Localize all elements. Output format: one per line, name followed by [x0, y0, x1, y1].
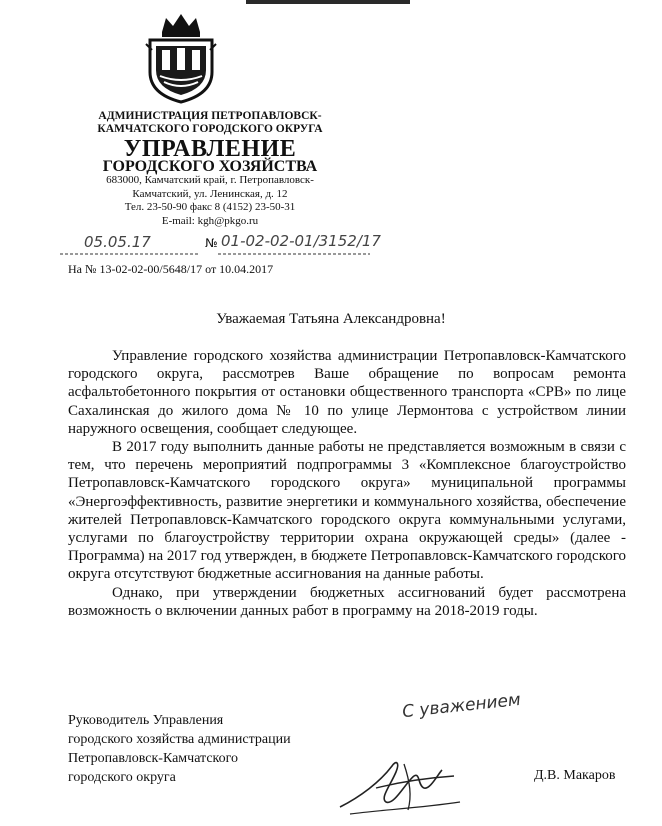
position-line-4: городского округа	[68, 770, 176, 785]
phone-fax-line: Тел. 23-50-90 факс 8 (4152) 23-50-31	[124, 201, 296, 213]
admin-line-2: КАМЧАТСКОГО ГОРОДСКОГО ОКРУГА	[97, 123, 323, 135]
signer-position	[68, 711, 291, 787]
outgoing-date: 05.05.17	[84, 233, 151, 251]
position-line-1: Руководитель Управления	[68, 713, 224, 728]
admin-line-1: АДМИНИСТРАЦИЯ ПЕТРОПАВЛОВСК-	[98, 110, 322, 122]
city-coat-of-arms-icon	[142, 10, 220, 106]
position-line-2: городского хозяйства администрации	[68, 732, 291, 747]
email-line: E-mail: kgh@pkgo.ru	[161, 214, 259, 227]
address-line-1: 683000, Камчатский край, г. Петропавловск-	[106, 174, 314, 186]
handwritten-signature	[330, 752, 470, 822]
number-sign: №	[205, 236, 218, 250]
address-line-2: Камчатский, ул. Ленинская, д. 12	[132, 187, 288, 200]
position-line-3: Петропавловск-Камчатского	[68, 751, 239, 766]
department-subtitle: ГОРОДСКОГО ХОЗЯЙСТВА	[102, 158, 318, 175]
department-contacts	[60, 174, 360, 228]
reference-number: На № 13-02-02-00/5648/17 от 10.04.2017	[68, 262, 274, 276]
handwritten-closing: С уважением	[401, 689, 522, 723]
paragraph-1: Управление городского хозяйства администрации Петропавловск-Камчатского городского округа, рассмотрев Ваше обращение по вопросам ремонта асфальтобетонного покрытия от остановки общественного транспорта «СРВ» по лице Сахалинская до жилого дома № 10 по улице Лермонтова с устройством линии наружного освещения, сообщает следующее.	[68, 348, 626, 437]
greeting: Уважаемая Татьяна Александровна!	[216, 311, 446, 327]
administration-name	[60, 110, 360, 136]
letter-body	[68, 347, 626, 620]
paragraph-2: В 2017 году выполнить данные работы не представляется возможным в связи с тем, что перечень мероприятий подпрограммы 3 «Комплексное благоустройство Петропавловск-Камчатского городского округа» муниципальной программы «Энергоэффективность, развитие энергетики и коммунального хозяйства, обеспечение жителей Петропавловск-Камчатского городского округа коммунальными услугами, услугами по благоустройству территории охрана окружающей среды» (далее - Программа) на 2017 год утвержден, в бюджете Петропавловск-Камчатского городского округа отсутствуют бюджетные ассигнования на данные работы.	[68, 439, 626, 583]
department-title: УПРАВЛЕНИЕ	[123, 136, 297, 162]
outgoing-number: 01-02-02-01/3152/17	[221, 232, 381, 250]
signer-name: Д.В. Макаров	[534, 768, 616, 783]
paragraph-3: Однако, при утверждении бюджетных ассигнований будет рассмотрена возможность о включении данных работ в программу на 2018-2019 годы.	[68, 584, 626, 619]
scan-top-edge	[246, 0, 410, 4]
